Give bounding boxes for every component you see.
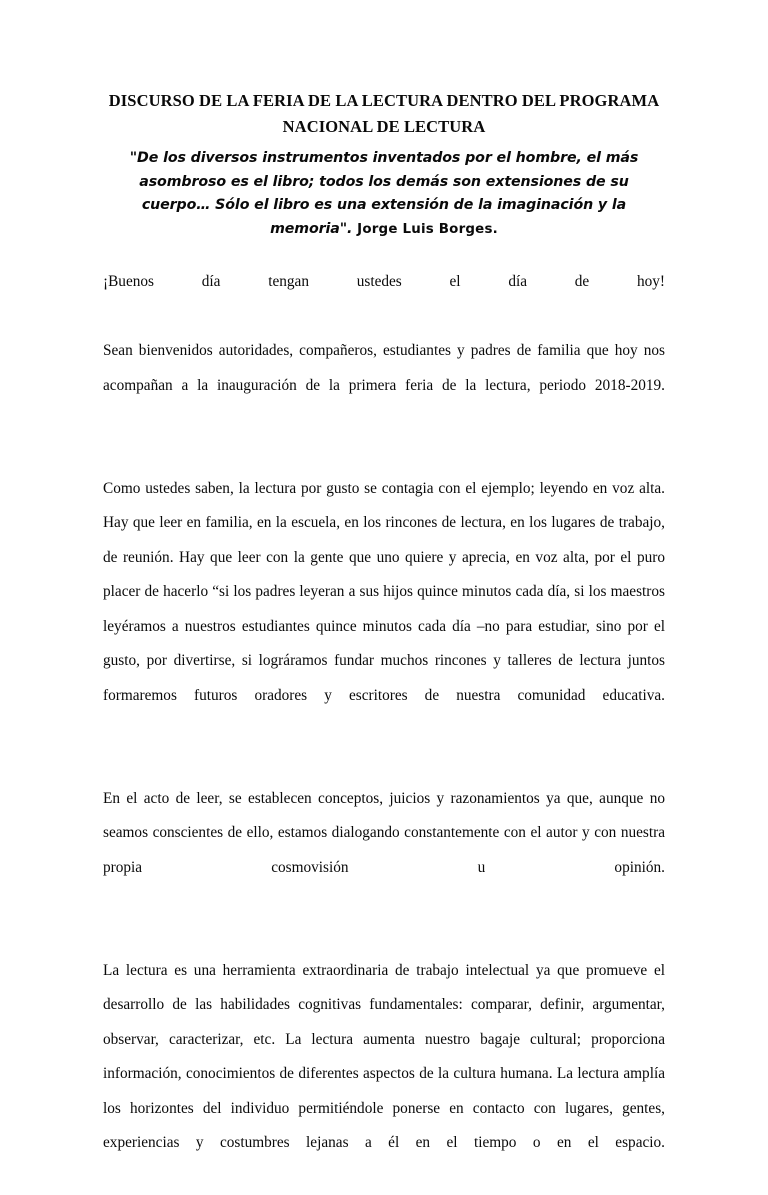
epigraph-quote-text: "De los diversos instrumentos inventados por el hombre, el más asombroso es el libro; todos los demás son extensiones de su cuerpo… Sólo el libro es una extensión de la imaginación y la memoria". <box>130 150 639 237</box>
paragraph-contagion: Como ustedes saben, la lectura por gusto se contagia con el ejemplo; leyendo en voz alta. Hay que leer en familia, en la escuela, en los rincones de lectura, en los lugares de trabajo, de reunión. Hay que leer con la gente que uno quiere y aprecia, en voz alta, por el puro placer de hacerlo “si los padres leyeran a sus hijos quince minutos cada día, si los maestros leyéramos a nuestros estudiantes quince minutos cada día –no para estudiar, sino por el gusto, por divertirse, si lográramos fundar muchos rincones y talleres de lectura juntos formaremos futuros oradores y escritores de nuestra comunidad educativa. <box>103 472 665 748</box>
document-text-block <box>103 88 665 1195</box>
paragraph-acto-de-leer: En el acto de leer, se establecen conceptos, juicios y razonamientos ya que, aunque no seamos conscientes de ello, estamos dialogando constantemente con el autor y con nuestra propia cosmovisión u opinión. <box>103 782 665 920</box>
title-line-2: NACIONAL DE LECTURA <box>103 114 665 140</box>
paragraph-welcome: Sean bienvenidos autoridades, compañeros, estudiantes y padres de familia que hoy nos acompañan a la inauguración de la primera feria de la lectura, periodo 2018-2019. <box>103 334 665 438</box>
epigraph-quote <box>103 147 665 241</box>
epigraph-attribution: Jorge Luis Borges. <box>357 222 498 237</box>
paragraph-greeting: ¡Buenos día tengan ustedes el día de hoy! <box>103 265 665 334</box>
page-title <box>103 88 665 140</box>
greeting-block <box>103 265 665 438</box>
title-line-1: DISCURSO DE LA FERIA DE LA LECTURA DENTRO DEL PROGRAMA <box>103 88 665 114</box>
paragraph-herramienta: La lectura es una herramienta extraordinaria de trabajo intelectual ya que promueve el desarrollo de las habilidades cognitivas fundamentales: comparar, definir, argumentar, observar, caracterizar, etc. La lectura aumenta nuestro bagaje cultural; proporciona información, conocimientos de diferentes aspectos de la cultura humana. La lectura amplía los horizontes del individuo permitiéndole ponerse en contacto con lugares, gentes, experiencias y costumbres lejanas a él en el tiempo o en el espacio. <box>103 954 665 1195</box>
